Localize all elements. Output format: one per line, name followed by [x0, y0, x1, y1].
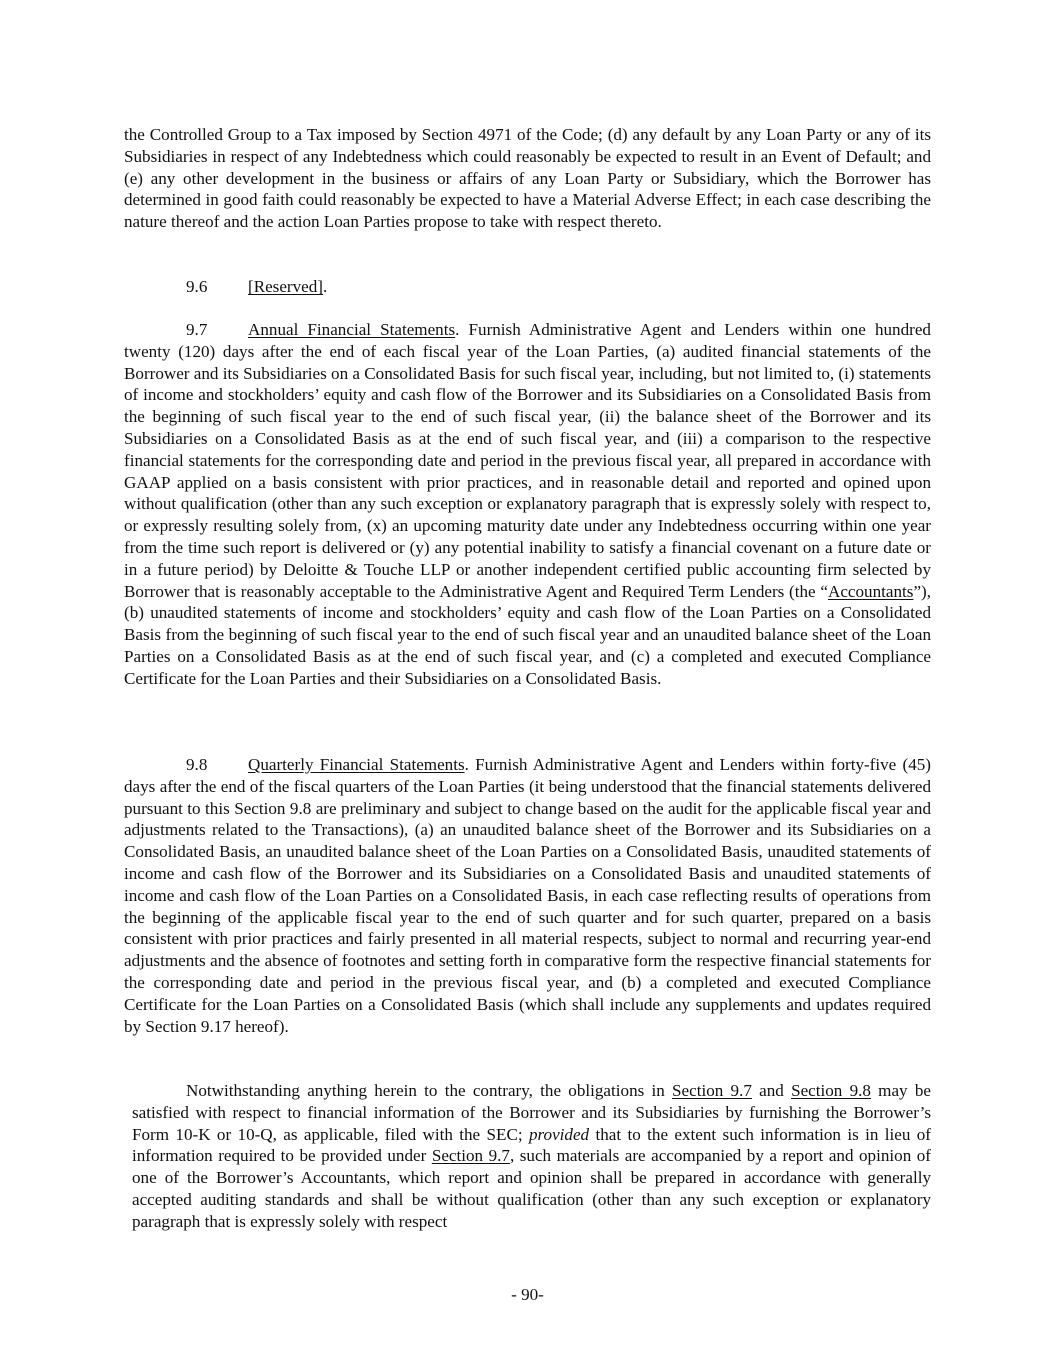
section-9-8	[124, 754, 931, 1037]
paragraph-continuation	[124, 124, 931, 233]
section-heading: Annual Financial Statements	[248, 320, 456, 339]
section-number: 9.8	[186, 755, 208, 774]
section-text: . Furnish Administrative Agent and Lenders within one hundred twenty (120) days after the end of each fiscal year of the Loan Parties, (a) audited financial statements of the Borrower and its Subsidiaries on a Consolidated Basis for such fiscal year, including, but not limited to, (i) statements of income and stockholders’ equity and cash flow of the Borrower and its Subsidiaries on a Consolidated Basis from the beginning of such fiscal year to the end of such fiscal year, (ii) the balance sheet of the Borrower and its Subsidiaries on a Consolidated Basis as at the end of such fiscal year, and (iii) a comparison to the respective financial statements for the corresponding date and period in the previous fiscal year, all prepared in accordance with GAAP applied on a basis consistent with prior practices, and in reasonable detail and reported and opined upon without qualification (other than any such exception or explanatory paragraph that is expressly solely with respect to, or expressly resulting solely from, (x) an upcoming maturity date under any Indebtedness occurring within one year from the time such report is delivered or (y) any potential inability to satisfy a financial covenant on a future date or in a future period) by Deloitte & Touche LLP or another independent certified public accounting firm selected by Borrower that is reasonably acceptable to the Administrative Agent and Required Term Lenders (the “	[124, 320, 931, 601]
section-number: 9.6	[186, 277, 208, 296]
section-reference: Section 9.7	[431, 1146, 510, 1166]
page-number: - 90-	[511, 1285, 544, 1304]
section-heading-punctuation: .	[323, 277, 328, 296]
section-text: . Furnish Administrative Agent and Lenders within forty-five (45) days after the end of the fiscal quarters of the Loan Parties (it being understood that the financial statements delivered pursuant to this Section 9.8 are preliminary and subject to change based on the audit for the applicable fiscal year and adjustments related to the Transactions), (a) an unaudited balance sheet of the Borrower and its Subsidiaries on a Consolidated Basis, an unaudited balance sheet of the Loan Parties on a Consolidated Basis, unaudited statements of income and cash flow of the Borrower and its Subsidiaries on a Consolidated Basis and unaudited statements of income and cash flow of the Loan Parties on a Consolidated Basis, in each case reflecting results of operations from the beginning of the applicable fiscal year to the end of such quarter and for such quarter, prepared on a basis consistent with prior practices and fairly presented in all material respects, subject to normal and recurring year-end adjustments and the absence of footnotes and setting forth in comparative form the respective financial statements for the corresponding date and period in the previous fiscal year, and (b) a completed and executed Compliance Certificate for the Loan Parties on a Consolidated Basis (which shall include any supplements and updates required by Section 9.17 hereof).	[124, 755, 931, 1036]
section-reference: Section 9.8	[791, 1081, 871, 1100]
section-heading: [Reserved]	[248, 277, 323, 296]
proviso-term: provided	[528, 1124, 590, 1144]
paragraph-text: that to the extent such information is in lieu of information required to be provided under	[132, 1124, 931, 1166]
paragraph-text: , such materials are accompanied by a report and opinion of one of the Borrower’s Accountants, which report and opinion shall be prepared in accordance with generally accepted auditing standards and shall be without qualification (other than any such exception or explanatory paragraph that is expressly solely with respect	[132, 1146, 931, 1231]
section-9-6	[124, 276, 931, 298]
section-reference: Section 9.7	[672, 1081, 752, 1100]
paragraph-text: the Controlled Group to a Tax imposed by Section 4971 of the Code; (d) any default by any Loan Party or any of its Subsidiaries in respect of any Indebtedness which could reasonably be expected to result in an Event of Default; and (e) any other development in the business or affairs of any Loan Party or Subsidiary, which the Borrower has determined in good faith could reasonably be expected to have a Material Adverse Effect; in each case describing the nature thereof and the action Loan Parties propose to take with respect thereto.	[124, 125, 931, 232]
notwithstanding-paragraph	[132, 1080, 931, 1233]
paragraph-text: Notwithstanding anything herein to the contrary, the obligations in	[186, 1081, 673, 1100]
section-text-continued: ”), (b) unaudited statements of income and stockholders’ equity and cash flow of the Loan Parties on a Consolidated Basis from the beginning of such fiscal year to the end of such fiscal year and an unaudited balance sheet of the Loan Parties on a Consolidated Basis as at the end of such fiscal year, and (c) a completed and executed Compliance Certificate for the Loan Parties and their Subsidiaries on a Consolidated Basis.	[124, 581, 931, 688]
paragraph-text: may be satisfied with respect to financial information of the Borrower and its Subsidiaries by furnishing the Borrower’s Form 10-K or 10-Q, as applicable, filed with the SEC;	[132, 1081, 931, 1144]
paragraph-text: and	[751, 1081, 792, 1100]
section-number: 9.7	[186, 320, 208, 339]
section-heading: Quarterly Financial Statements	[248, 755, 465, 774]
defined-term: Accountants	[827, 581, 914, 601]
section-9-7	[124, 319, 931, 690]
